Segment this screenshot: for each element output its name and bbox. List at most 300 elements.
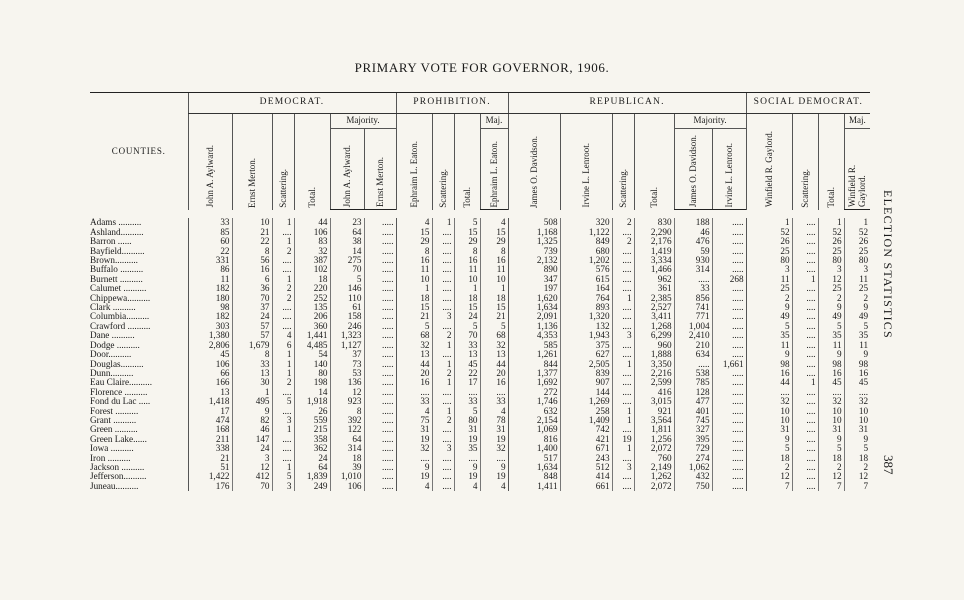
vote-cell: 11: [454, 265, 480, 274]
vote-cell: 1,010: [330, 472, 364, 481]
vote-cell: 20: [396, 369, 432, 378]
vote-cell: 31: [480, 425, 508, 434]
vote-cell: 32: [480, 341, 508, 350]
vote-cell: 135: [294, 303, 330, 312]
vote-cell: 1,943: [560, 331, 612, 340]
vote-cell: 13: [188, 388, 232, 397]
vote-cell: 8: [232, 247, 272, 256]
vote-cell: 10: [818, 416, 844, 425]
vote-cell: 14: [294, 388, 330, 397]
vote-cell: 11: [746, 275, 792, 284]
vote-cell: 401: [674, 407, 712, 416]
vote-cell: 6: [272, 341, 294, 350]
county-name: Green Lake......: [90, 434, 147, 444]
vote-cell: 1,466: [634, 265, 674, 274]
sd-maj-header: Maj.: [844, 114, 870, 129]
vote-cell: 29: [396, 237, 432, 246]
vote-cell: 362: [294, 444, 330, 453]
majority-header-row: [90, 114, 870, 129]
vote-cell: 33: [188, 218, 232, 227]
vote-cell: 1: [272, 369, 294, 378]
vote-cell: 392: [330, 416, 364, 425]
vote-cell: ....: [612, 378, 634, 387]
vote-cell: .....: [712, 294, 746, 303]
vote-cell: 166: [188, 378, 232, 387]
county-name: Iron ..........: [90, 453, 131, 463]
vote-cell: 395: [674, 435, 712, 444]
vote-cell: ....: [792, 247, 818, 256]
running-head: ELECTION STATISTICS: [881, 190, 895, 339]
vote-cell: 12: [818, 275, 844, 284]
vote-cell: ....: [792, 482, 818, 491]
vote-cell: 1,839: [294, 472, 330, 481]
vote-cell: 4: [480, 482, 508, 491]
vote-cell: 15: [454, 303, 480, 312]
vote-cell: ....: [792, 312, 818, 321]
vote-cell: 19: [396, 435, 432, 444]
col-dem-scattering: Scattering.: [272, 114, 294, 210]
vote-cell: ....: [792, 294, 818, 303]
vote-cell: ....: [432, 463, 454, 472]
vote-cell: 760: [634, 454, 674, 463]
vote-cell: ....: [272, 454, 294, 463]
vote-cell: ....: [432, 294, 454, 303]
vote-cell: 12: [844, 472, 870, 481]
vote-cell: 56: [232, 256, 272, 265]
vote-cell: 1: [612, 407, 634, 416]
col-maj-davidson: James O. Davidson.: [674, 129, 712, 210]
vote-cell: ....: [792, 284, 818, 293]
county-name: Bayfield..........: [90, 246, 145, 256]
vote-cell: 729: [674, 444, 712, 453]
vote-cell: 258: [560, 407, 612, 416]
vote-cell: 24: [454, 312, 480, 321]
vote-cell: 856: [674, 294, 712, 303]
vote-cell: 559: [294, 416, 330, 425]
vote-cell: 1,620: [508, 294, 560, 303]
vote-cell: 176: [188, 482, 232, 491]
vote-cell: 627: [560, 350, 612, 359]
vote-cell: 32: [818, 397, 844, 406]
vote-cell: 51: [188, 463, 232, 472]
party-social-democrat: SOCIAL DEMOCRAT.: [746, 93, 870, 114]
vote-cell: .....: [364, 228, 396, 237]
vote-cell: .....: [712, 482, 746, 491]
vote-cell: 18: [844, 454, 870, 463]
vote-cell: ....: [792, 360, 818, 369]
vote-cell: 80: [818, 256, 844, 265]
county-name: Ashland..........: [90, 227, 144, 237]
vote-cell: 9: [480, 463, 508, 472]
vote-cell: 2: [844, 463, 870, 472]
vote-cell: ....: [432, 482, 454, 491]
vote-cell: .....: [364, 312, 396, 321]
col-maj-aylward: John A. Aylward.: [330, 129, 364, 210]
vote-cell: 477: [674, 397, 712, 406]
vote-cell: 44: [746, 378, 792, 387]
vote-cell: 15: [454, 228, 480, 237]
col-pro-scattering: Scattering.: [432, 114, 454, 210]
vote-cell: 80: [746, 256, 792, 265]
vote-cell: 68: [396, 331, 432, 340]
vote-cell: 5: [330, 275, 364, 284]
vote-cell: ....: [396, 388, 432, 397]
vote-cell: 17: [188, 407, 232, 416]
vote-cell: .....: [712, 237, 746, 246]
vote-cell: 1: [480, 284, 508, 293]
vote-cell: 70: [232, 482, 272, 491]
vote-cell: 2,599: [634, 378, 674, 387]
vote-cell: .....: [364, 397, 396, 406]
vote-cell: 517: [508, 454, 560, 463]
vote-cell: 414: [560, 472, 612, 481]
vote-cell: 49: [844, 312, 870, 321]
vote-cell: 1,323: [330, 331, 364, 340]
vote-cell: 144: [560, 388, 612, 397]
vote-cell: 106: [294, 228, 330, 237]
vote-cell: 13: [232, 369, 272, 378]
vote-cell: 243: [560, 454, 612, 463]
vote-cell: 78: [480, 416, 508, 425]
col-maj-gaylord: Winfield R. Gaylord.: [844, 129, 870, 210]
vote-cell: 5: [818, 322, 844, 331]
table-row: [90, 378, 870, 387]
vote-cell: 1: [792, 275, 818, 284]
vote-cell: 2: [612, 218, 634, 227]
vote-cell: 1: [272, 350, 294, 359]
vote-cell: 24: [232, 444, 272, 453]
vote-cell: ....: [612, 228, 634, 237]
vote-cell: .....: [712, 303, 746, 312]
vote-cell: ....: [432, 284, 454, 293]
vote-cell: ....: [746, 388, 792, 397]
vote-cell: 29: [454, 237, 480, 246]
vote-cell: 49: [746, 312, 792, 321]
vote-cell: 2: [272, 294, 294, 303]
vote-cell: 57: [232, 322, 272, 331]
vote-cell: 1,746: [508, 397, 560, 406]
vote-cell: 1,380: [188, 331, 232, 340]
vote-cell: 23: [330, 218, 364, 227]
table-row: [90, 482, 870, 491]
vote-cell: 960: [634, 341, 674, 350]
vote-cell: 1: [612, 294, 634, 303]
vote-cell: 5: [844, 322, 870, 331]
vote-cell: 11: [396, 265, 432, 274]
vote-cell: 13: [396, 350, 432, 359]
vote-cell: 33: [454, 341, 480, 350]
vote-cell: 2,132: [508, 256, 560, 265]
vote-cell: ....: [792, 472, 818, 481]
vote-cell: 1,262: [634, 472, 674, 481]
vote-cell: 9: [844, 435, 870, 444]
vote-cell: 32: [294, 247, 330, 256]
vote-cell: 1,409: [560, 416, 612, 425]
vote-cell: 164: [560, 284, 612, 293]
vote-cell: 16: [480, 378, 508, 387]
vote-cell: 98: [188, 303, 232, 312]
vote-cell: 33: [396, 397, 432, 406]
vote-cell: 347: [508, 275, 560, 284]
county-name: Grant ..........: [90, 415, 137, 425]
vote-cell: ....: [792, 425, 818, 434]
vote-cell: 9: [746, 435, 792, 444]
vote-cell: 5: [746, 444, 792, 453]
vote-cell: 8: [480, 247, 508, 256]
vote-cell: 16: [746, 369, 792, 378]
vote-cell: 11: [844, 341, 870, 350]
vote-cell: 19: [612, 435, 634, 444]
vote-cell: ....: [432, 228, 454, 237]
county-name: Forest ..........: [90, 406, 139, 416]
vote-cell: 15: [480, 228, 508, 237]
vote-cell: 249: [294, 482, 330, 491]
vote-cell: 31: [396, 425, 432, 434]
vote-cell: ....: [792, 331, 818, 340]
vote-cell: 15: [396, 303, 432, 312]
vote-cell: .....: [364, 435, 396, 444]
dem-majority-header: Majority.: [330, 114, 396, 129]
vote-cell: 10: [818, 407, 844, 416]
vote-cell: .....: [364, 444, 396, 453]
vote-cell: 2,527: [634, 303, 674, 312]
vote-cell: 2,290: [634, 228, 674, 237]
vote-cell: 3,350: [634, 360, 674, 369]
vote-cell: 1,692: [508, 378, 560, 387]
table-row: [90, 454, 870, 463]
col-dem-total: Total.: [294, 114, 330, 210]
vote-cell: .....: [364, 237, 396, 246]
header-spacer: [90, 210, 870, 219]
vote-cell: 1,202: [560, 256, 612, 265]
vote-cell: 1,918: [294, 397, 330, 406]
vote-cell: .....: [364, 463, 396, 472]
vote-cell: 1: [272, 275, 294, 284]
vote-cell: .....: [364, 322, 396, 331]
vote-cell: 2: [844, 294, 870, 303]
vote-cell: 9: [844, 350, 870, 359]
vote-cell: 3: [432, 444, 454, 453]
vote-cell: 585: [508, 341, 560, 350]
vote-cell: 1,679: [232, 341, 272, 350]
vote-cell: 1: [272, 425, 294, 434]
vote-cell: ....: [612, 284, 634, 293]
vote-cell: 5: [396, 322, 432, 331]
vote-cell: 2: [746, 294, 792, 303]
vote-cell: 671: [560, 444, 612, 453]
table-row: [90, 322, 870, 331]
vote-cell: 7: [746, 482, 792, 491]
vote-cell: 1,136: [508, 322, 560, 331]
vote-cell: 35: [454, 444, 480, 453]
vote-cell: 64: [330, 228, 364, 237]
vote-cell: 2,072: [634, 444, 674, 453]
vote-cell: 1,411: [508, 482, 560, 491]
vote-cell: .....: [712, 265, 746, 274]
vote-cell: 5: [454, 218, 480, 227]
vote-cell: 9: [844, 303, 870, 312]
vote-cell: 816: [508, 435, 560, 444]
vote-cell: .....: [712, 331, 746, 340]
vote-cell: 38: [330, 237, 364, 246]
vote-cell: 182: [188, 312, 232, 321]
vote-cell: 3,564: [634, 416, 674, 425]
vote-cell: 314: [330, 444, 364, 453]
vote-cell: ....: [612, 350, 634, 359]
vote-cell: 33: [232, 360, 272, 369]
vote-cell: 8: [232, 350, 272, 359]
county-name: Burnett ..........: [90, 274, 143, 284]
vote-cell: 3,411: [634, 312, 674, 321]
vote-cell: ....: [432, 454, 454, 463]
vote-cell: 750: [674, 482, 712, 491]
vote-cell: ....: [612, 369, 634, 378]
county-name: Dane ..........: [90, 331, 135, 341]
vote-cell: 25: [746, 247, 792, 256]
table-row: [90, 397, 870, 406]
table-row: [90, 444, 870, 453]
vote-cell: 106: [188, 360, 232, 369]
vote-cell: 1,441: [294, 331, 330, 340]
vote-cell: .....: [364, 360, 396, 369]
vote-cell: 21: [480, 312, 508, 321]
vote-cell: 476: [674, 237, 712, 246]
vote-cell: ....: [272, 407, 294, 416]
vote-cell: 742: [560, 425, 612, 434]
vote-cell: 188: [674, 218, 712, 227]
vote-cell: 9: [396, 463, 432, 472]
vote-cell: 16: [818, 369, 844, 378]
vote-cell: ....: [792, 303, 818, 312]
vote-cell: 2,072: [634, 482, 674, 491]
vote-cell: ....: [480, 388, 508, 397]
vote-cell: 9: [232, 407, 272, 416]
county-name: Chippewa..........: [90, 293, 151, 303]
vote-cell: 16: [396, 378, 432, 387]
vote-cell: 33: [480, 397, 508, 406]
vote-cell: 12: [232, 463, 272, 472]
county-name: Eau Claire..........: [90, 378, 152, 388]
vote-cell: 44: [480, 360, 508, 369]
vote-cell: 2,806: [188, 341, 232, 350]
vote-cell: 68: [480, 331, 508, 340]
vote-cell: ....: [432, 303, 454, 312]
vote-cell: 2: [612, 237, 634, 246]
vote-cell: 18: [818, 454, 844, 463]
vote-cell: 36: [232, 284, 272, 293]
vote-cell: 10: [454, 275, 480, 284]
vote-cell: 2,091: [508, 312, 560, 321]
vote-cell: 2: [272, 247, 294, 256]
vote-cell: 1: [454, 284, 480, 293]
vote-cell: 32: [844, 397, 870, 406]
vote-cell: 15: [396, 228, 432, 237]
vote-cell: 35: [746, 331, 792, 340]
col-maj-merton: Ernst Merton.: [364, 129, 396, 210]
vote-cell: 35: [844, 331, 870, 340]
vote-cell: 7: [818, 482, 844, 491]
vote-cell: 220: [294, 284, 330, 293]
vote-cell: 33: [674, 284, 712, 293]
vote-cell: ....: [792, 388, 818, 397]
vote-cell: 19: [480, 472, 508, 481]
vote-cell: 10: [844, 407, 870, 416]
vote-cell: ....: [844, 388, 870, 397]
vote-cell: 275: [330, 256, 364, 265]
vote-cell: 771: [674, 312, 712, 321]
vote-cell: .....: [364, 350, 396, 359]
vote-cell: .....: [364, 331, 396, 340]
vote-cell: ....: [612, 482, 634, 491]
vote-cell: .....: [364, 425, 396, 434]
vote-cell: 22: [188, 247, 232, 256]
vote-cell: 32: [480, 444, 508, 453]
vote-cell: 46: [674, 228, 712, 237]
vote-cell: ....: [454, 388, 480, 397]
vote-cell: 4: [396, 482, 432, 491]
vote-cell: 1: [272, 360, 294, 369]
vote-cell: 1: [818, 218, 844, 227]
vote-cell: 6: [232, 275, 272, 284]
vote-cell: 26: [746, 237, 792, 246]
col-eaton: Ephraim L. Eaton.: [396, 114, 432, 210]
vote-cell: 764: [560, 294, 612, 303]
vote-cell: 1: [432, 341, 454, 350]
vote-cell: 1: [432, 378, 454, 387]
vote-cell: 13: [454, 350, 480, 359]
county-name: Jefferson..........: [90, 472, 147, 482]
vote-cell: 18: [396, 294, 432, 303]
vote-cell: .....: [712, 472, 746, 481]
vote-cell: ....: [612, 256, 634, 265]
vote-cell: ....: [272, 265, 294, 274]
county-name: Brown..........: [90, 256, 138, 266]
vote-cell: 59: [674, 247, 712, 256]
vote-cell: 25: [844, 247, 870, 256]
col-maj-eaton: Ephraim L. Eaton.: [480, 129, 508, 210]
vote-cell: ....: [272, 388, 294, 397]
vote-cell: 1,811: [634, 425, 674, 434]
county-name: Door..........: [90, 350, 132, 360]
vote-cell: .....: [364, 247, 396, 256]
vote-cell: 16: [480, 256, 508, 265]
vote-cell: ....: [432, 388, 454, 397]
vote-cell: ....: [272, 303, 294, 312]
vote-cell: .....: [712, 378, 746, 387]
vote-cell: .....: [364, 388, 396, 397]
vote-cell: .....: [712, 397, 746, 406]
vote-cell: 73: [330, 360, 364, 369]
table-row: [90, 425, 870, 434]
vote-cell: 52: [818, 228, 844, 237]
vote-cell: 3: [818, 265, 844, 274]
vote-cell: 182: [188, 284, 232, 293]
vote-cell: ....: [480, 454, 508, 463]
vote-cell: 70: [330, 265, 364, 274]
vote-cell: 3: [272, 416, 294, 425]
vote-cell: .....: [712, 369, 746, 378]
vote-cell: 168: [188, 425, 232, 434]
vote-cell: ....: [792, 463, 818, 472]
vote-cell: 49: [818, 312, 844, 321]
vote-cell: 5: [454, 322, 480, 331]
vote-cell: ....: [432, 256, 454, 265]
county-name: Fond du Lac .....: [90, 397, 151, 407]
vote-cell: 128: [674, 388, 712, 397]
table-row: [90, 247, 870, 256]
vote-cell: 1: [432, 218, 454, 227]
vote-cell: 320: [560, 218, 612, 227]
